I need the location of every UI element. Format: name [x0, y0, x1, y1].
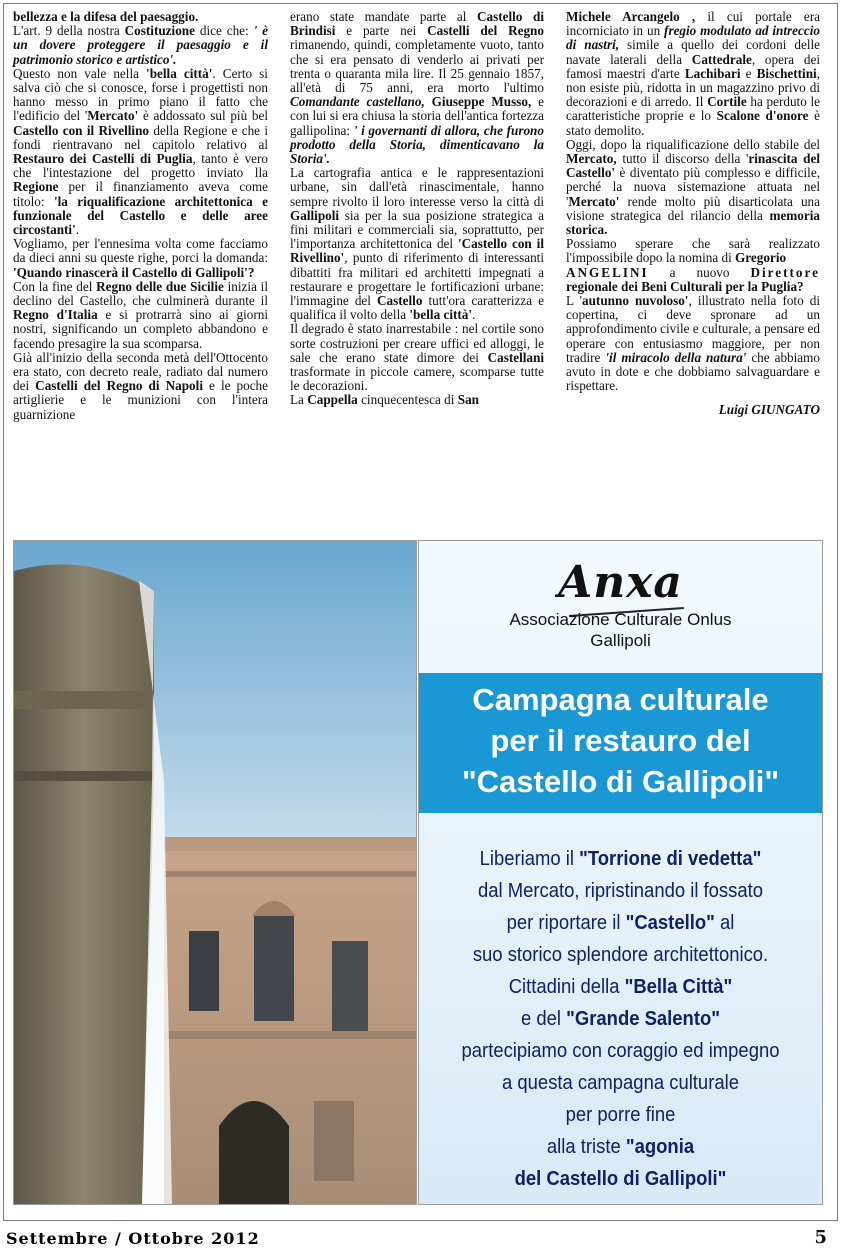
campaign-message: Liberiamo il "Torrione di vedetta" dal Mercato, ripristinando il fossato per riportare il "Castello" al suo storico splendore architettonico. Cittadini della "Bella Città" e del "Grande Salento" partecipiamo con coraggio ed impegno a questa campagna culturale per porre fine alla triste "agonia del Castello di Gallipoli": [461, 847, 780, 1190]
article-column-1: [13, 10, 268, 422]
anxa-logo: Anxa: [558, 557, 683, 608]
paragraph: Questo non vale nella 'bella città'. Certo si salva ciò che si conosce, forse i progettisti non hanno messo in primo piano il fatto che l'edificio del 'Mercato' è addossato sul più bel Castello con il Rivellino della Regione e che i fondi rientravano nel capitolo relativo al Restauro dei Castelli di Puglia, tanto è vero che l'intestazione del progetto inviato lla Regione per il finanziamento aveva come titolo: 'la riqualificazione architettonica e funzionale del Castello e delle aree circostanti'.: [13, 65, 269, 238]
paragraph: erano state mandate parte al Castello di Brindisi e parte nei Castelli del Regno rimanendo, quindi, completamente vuoto, tanto che si era pensato di venderlo ai privati per trenta o quaranta mila lire. Il 25 gennaio 1857, all'età di 75 anni, era morto l'ultimo Comandante castellano, Giuseppe Musso, e con lui si era chiusa la storia dell'antica fortezza gallipolina: ' i governanti di allora, che furono prodotto della Storia, dimenticavano la Storia'.: [290, 9, 545, 167]
paragraph: Il degrado è stato inarrestabile : nel cortile sono sorte costruzioni per creare uffici ed alloggi, le sale che erano state dimore dei Castellani trasformate in piccole camere, scomparse tutte le decorazioni.: [290, 321, 544, 394]
paragraph: Già all'inizio della seconda metà dell'Ottocento era stato, con decreto reale, radiato dal numero dei Castelli del Regno di Napoli e le poche artiglierie e le munizioni con l'intera guarnizione: [13, 349, 268, 422]
association-name: Associazione Culturale Onlus Gallipoli: [509, 610, 732, 650]
article-column-3: [566, 10, 820, 418]
paragraph: La cartografia antica e le rappresentazioni urbane, sin dall'età rinascimentale, hanno sempre rivolto il loro interesse verso la città di Gallipoli sia per la sua posizione strategica a fini militari e commerciali sia, soprattutto, per l'importanza architettonica del 'Castello con il Rivellino', punto di riferimento di interessanti dibattiti fra militari ed architetti impegnati a restaurare e progettare le fortificazioni urbane: l'immagine del Castello tutt'ora caratterizza e qualifica il volto della 'bella città'.: [290, 165, 545, 323]
author-signature: Luigi GIUNGATO: [718, 402, 820, 418]
castle-photo-illustration: [14, 541, 417, 1205]
paragraph: La Cappella cinquecentesca di San: [290, 392, 480, 408]
issue-date: Settembre / Ottobre 2012: [6, 1229, 260, 1248]
article-column-2: [290, 10, 544, 408]
paragraph: Possiamo sperare che sarà realizzato l'impossibile dopo la nomina di Gregorio ANGELINI a nuovo Direttore regionale dei Beni Culturali per la Puglia?: [566, 236, 820, 294]
paragraph: L'art. 9 della nostra Costituzione dice che: ' è un dovere proteggere il paesaggio e il patrimonio storico e artistico'.: [13, 23, 268, 67]
campaign-flyer: [418, 540, 823, 1205]
paragraph: L 'autunno nuvoloso', illustrato nella foto di copertina, ci deve spronare ad un approfondimento civile e culturale, a pensare ed operare con entusiasmo maggiore, per non tradire 'il miracolo della natura' che abbiamo avuto in dote e che dobbiamo salvaguardare e rispettare.: [566, 293, 821, 394]
paragraph: Oggi, dopo la riqualificazione dello stabile del Mercato, tutto il discorso della 'rinascita del Castello' è diventato più complesso e difficile, perché la nuova sistemazione attuata nel 'Mercato' rende molto più disarticolata una visione strategica del rilancio della memoria storica.: [566, 136, 820, 238]
paragraph: Michele Arcangelo , il cui portale era incorniciato in un fregio modulato ad intreccio di nastri, simile a quello dei cordoni delle navate laterali della Cattedrale, opera dei famosi maestri d'arte Lachibari e Bischettini, non esiste più, ridotta in un magazzino privo di decorazioni e di arredo. Il Cortile ha perduto le caratteristiche proprie e lo Scalone d'onore è stato demolito.: [566, 9, 821, 138]
campaign-title: Campagna culturale per il restauro del "Castello di Gallipoli": [461, 682, 780, 799]
paragraph: bellezza e la difesa del paesaggio.: [13, 9, 199, 24]
castle-photo: [13, 540, 417, 1205]
page-number: 5: [814, 1227, 827, 1248]
paragraph: Vogliamo, per l'ennesima volta come facciamo da dieci anni su queste righe, porci la domanda: 'Quando rinascerà il Castello di Gallipoli'?: [13, 236, 268, 280]
paragraph: Con la fine del Regno delle due Sicilie inizia il declino del Castello, che culminerà durante il Regno d'Italia e si protrarrà sino ai giorni nostri, significando un completo abbandono e facendo presagire la sua scomparsa.: [13, 278, 269, 351]
